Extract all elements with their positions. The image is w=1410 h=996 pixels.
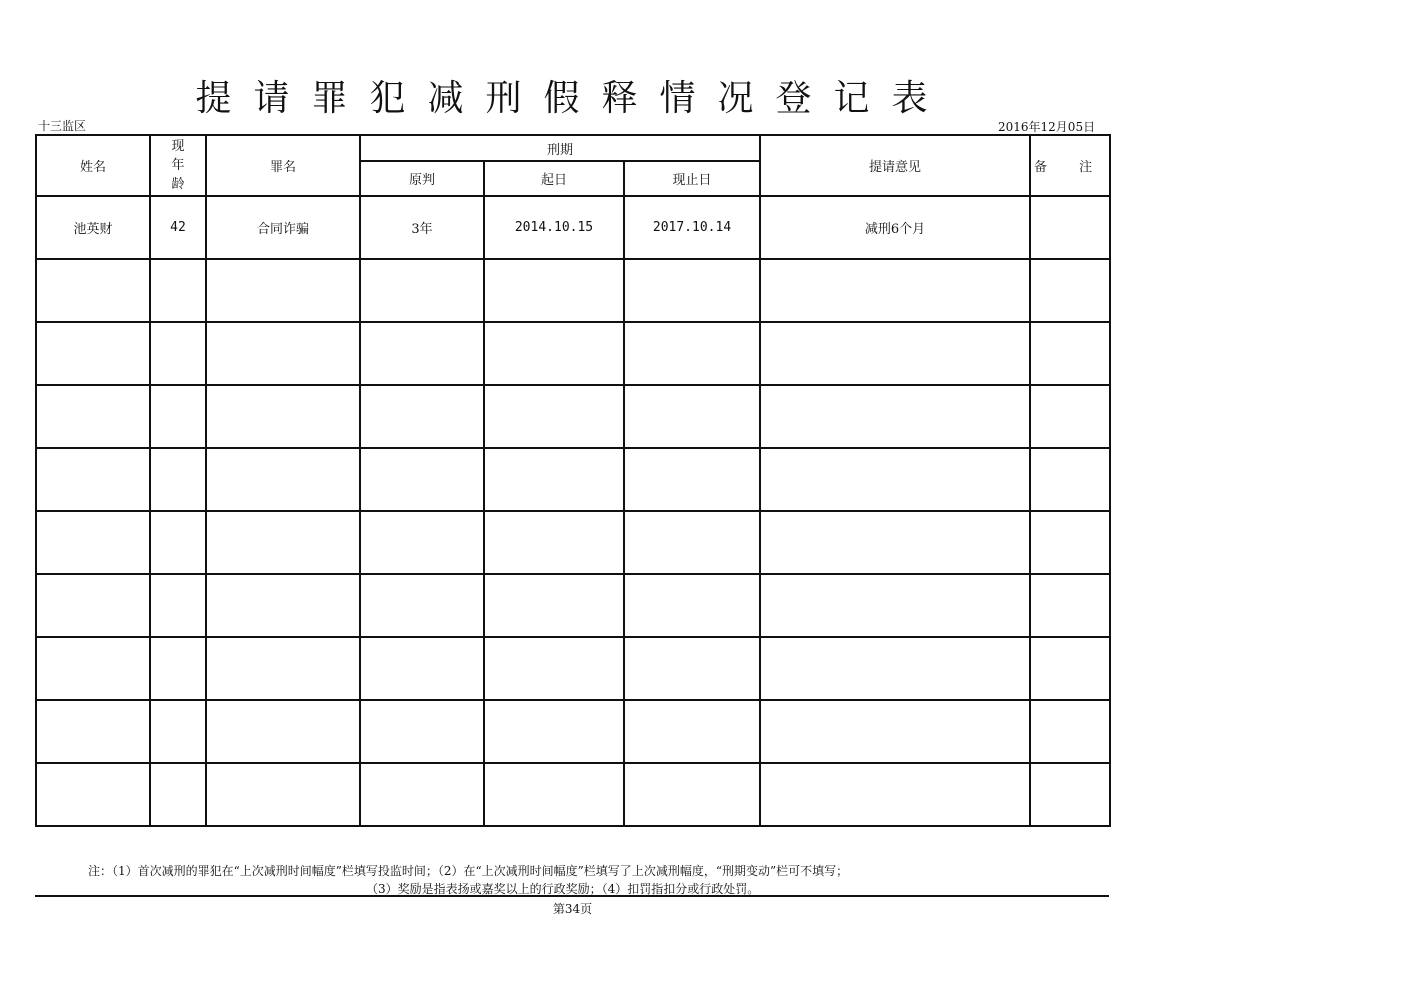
page-number: 第34页: [552, 902, 593, 916]
table-row: [36, 196, 1110, 259]
registration-table: [35, 134, 1111, 827]
header-crime: 罪名: [206, 135, 360, 196]
header-age-line2: 年: [171, 158, 185, 173]
table-row: [36, 700, 1110, 763]
header-age-line3: 龄: [171, 177, 185, 192]
header-original-sentence: 原判: [360, 161, 484, 196]
header-term-group: 刑期: [360, 135, 760, 161]
footnote-line-2: （3）奖励是指表扬或嘉奖以上的行政奖励；（4）扣罚指扣分或行政处罚。: [366, 882, 760, 896]
header-remarks: 备 注: [1030, 135, 1110, 196]
table-row: [36, 763, 1110, 826]
cell-proposal: 减刑6个月: [760, 196, 1030, 259]
header-age-line1: 现: [171, 139, 185, 154]
table-row: [36, 448, 1110, 511]
table-row: [36, 574, 1110, 637]
cell-current-end-date: 2017.10.14: [624, 196, 760, 259]
header-age: [150, 135, 206, 196]
table-row: [36, 322, 1110, 385]
cell-crime: 合同诈骗: [206, 196, 360, 259]
header-name: 姓名: [36, 135, 150, 196]
footnote-line-1: 注：（1）首次减刑的罪犯在“上次减刑时间幅度”栏填写投监时间；（2）在“上次减刑时间幅度”栏填写了上次减刑幅度，“刑期变动”栏可不填写；: [88, 864, 849, 878]
document-title: 提请罪犯减刑假释情况登记表: [195, 78, 950, 119]
cell-name: 池英财: [36, 196, 150, 259]
unit-label: 十三监区: [38, 119, 87, 133]
header-start-date: 起日: [484, 161, 624, 196]
cell-remarks: [1030, 196, 1110, 259]
cell-start-date: 2014.10.15: [484, 196, 624, 259]
header-row-1: [36, 135, 1110, 161]
cell-age: 42: [150, 196, 206, 259]
header-current-end-date: 现止日: [624, 161, 760, 196]
table-row: [36, 637, 1110, 700]
table-row: [36, 259, 1110, 322]
table-row: [36, 385, 1110, 448]
footnote: [88, 862, 1098, 898]
bottom-divider: [35, 895, 1109, 897]
table-row: [36, 511, 1110, 574]
cell-original-sentence: 3年: [360, 196, 484, 259]
header-proposal: 提请意见: [760, 135, 1030, 196]
date-label: 2016年12月05日: [998, 120, 1096, 134]
